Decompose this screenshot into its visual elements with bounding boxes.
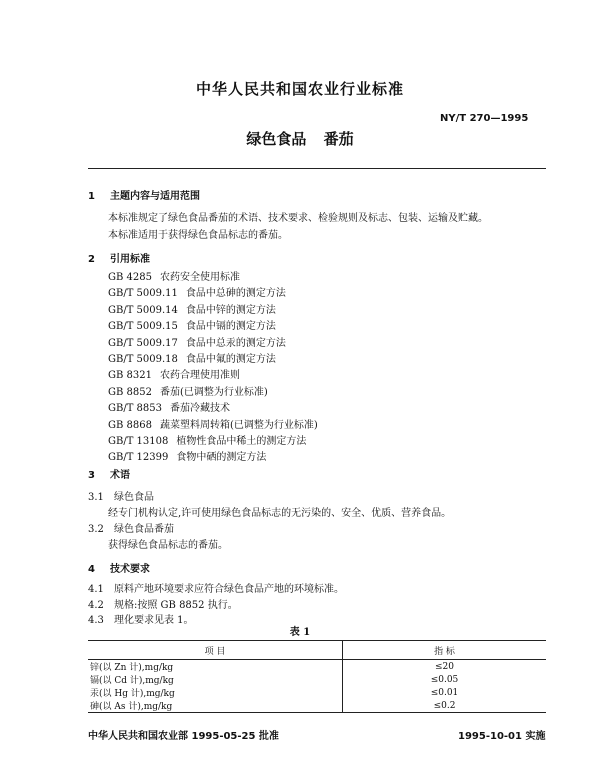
section-4-3: 4.3 理化要求见表 1。 <box>88 615 194 626</box>
reference-code: GB/T 12399 <box>108 452 169 464</box>
section-1-para-1: 本标准规定了绿色食品番茄的术语、技术要求、检验规则及标志、包装、运输及贮藏。 <box>108 213 488 224</box>
section-2-heading: 2 引用标准 <box>88 254 150 265</box>
table-row <box>88 660 546 674</box>
reference-code: GB/T 5009.14 <box>108 304 178 316</box>
row-value: ≤0.01 <box>430 687 459 698</box>
row-item: 砷(以 As 计),mg/kg <box>88 699 343 713</box>
reference-title: 农药安全使用标准 <box>159 272 240 283</box>
reference-item <box>108 284 286 299</box>
section-4-heading: 4 技术要求 <box>88 564 150 575</box>
section-1-para-2: 本标准适用于获得绿色食品标志的番茄。 <box>108 230 288 241</box>
reference-item <box>108 432 306 447</box>
reference-code: GB/T 5009.17 <box>108 337 178 349</box>
header-item: 项 目 <box>88 641 343 660</box>
reference-item <box>108 416 318 431</box>
reference-item <box>108 399 230 414</box>
reference-item <box>108 383 268 398</box>
standard-code: NY/T 270—1995 <box>440 113 529 124</box>
reference-item <box>108 448 266 463</box>
reference-item <box>108 317 276 332</box>
reference-code: GB/T 13108 <box>108 436 169 447</box>
section-1-heading: 1 主题内容与适用范围 <box>88 191 200 202</box>
reference-item <box>108 350 276 365</box>
table-1-caption: 表 1 <box>289 627 311 638</box>
document-title <box>0 128 600 149</box>
section-3-1-heading: 3.1 绿色食品 <box>88 492 154 503</box>
section-3-2-heading: 3.2 绿色食品番茄 <box>88 524 174 535</box>
reference-item <box>108 301 276 316</box>
header-value: 指 标 <box>343 641 547 660</box>
table-1 <box>88 640 546 713</box>
reference-code: GB/T 8853 <box>108 403 163 415</box>
title-main: 绿色食品 <box>246 130 307 148</box>
row-value: ≤0.2 <box>343 699 547 713</box>
section-3-heading: 3 术语 <box>88 470 130 481</box>
reference-title: 食品中总汞的测定方法 <box>185 337 286 349</box>
row-value: ≤20 <box>435 661 454 672</box>
reference-title: 蔬菜塑料周转箱(已调整为行业标准) <box>159 419 318 431</box>
reference-title: 食品中氟的测定方法 <box>185 354 276 365</box>
reference-title: 食品中总砷的测定方法 <box>185 288 286 300</box>
title-sub: 番茄 <box>323 130 354 148</box>
reference-title: 番茄冷藏技术 <box>170 403 231 415</box>
table-row <box>88 673 546 686</box>
header-rule <box>88 168 546 169</box>
reference-item <box>108 366 240 381</box>
reference-code: GB 8852 <box>108 386 152 398</box>
reference-code: GB/T 5009.18 <box>108 354 178 365</box>
reference-code: GB 4285 <box>108 272 152 283</box>
section-4-2: 4.2 规格:按照 GB 8852 执行。 <box>88 600 238 611</box>
reference-title: 植物性食品中稀土的测定方法 <box>176 436 307 447</box>
row-item: 镉(以 Cd 计),mg/kg <box>88 673 343 686</box>
table-row <box>88 686 546 699</box>
org-title: 中华人民共和国农业行业标准 <box>195 80 404 98</box>
reference-title: 食品中锌的测定方法 <box>185 304 276 316</box>
row-value: ≤0.05 <box>430 674 459 685</box>
reference-title: 食品中镉的测定方法 <box>185 321 276 333</box>
reference-code: GB 8868 <box>108 419 152 431</box>
reference-title: 农药合理使用准则 <box>159 370 240 382</box>
reference-title: 食物中硒的测定方法 <box>176 452 267 464</box>
reference-code: GB/T 5009.11 <box>108 288 178 300</box>
implementation-date: 1995-10-01 实施 <box>458 731 546 742</box>
reference-item <box>108 268 240 283</box>
table-header-row <box>88 641 546 660</box>
section-3-1-text: 经专门机构认定,许可使用绿色食品标志的无污染的、安全、优质、营养食品。 <box>108 508 452 519</box>
table-row <box>88 699 546 713</box>
section-4-1: 4.1 原料产地环境要求应符合绿色食品产地的环境标准。 <box>88 584 344 595</box>
reference-code: GB/T 5009.15 <box>108 321 178 333</box>
row-item: 汞(以 Hg 计),mg/kg <box>88 686 343 699</box>
row-item: 锌(以 Zn 计),mg/kg <box>88 660 343 674</box>
reference-code: GB 8321 <box>108 370 152 382</box>
reference-title: 番茄(已调整为行业标准) <box>159 386 268 398</box>
approval-line: 中华人民共和国农业部 1995-05-25 批准 <box>88 731 279 742</box>
reference-item <box>108 334 286 349</box>
section-3-2-text: 获得绿色食品标志的番茄。 <box>108 540 228 551</box>
